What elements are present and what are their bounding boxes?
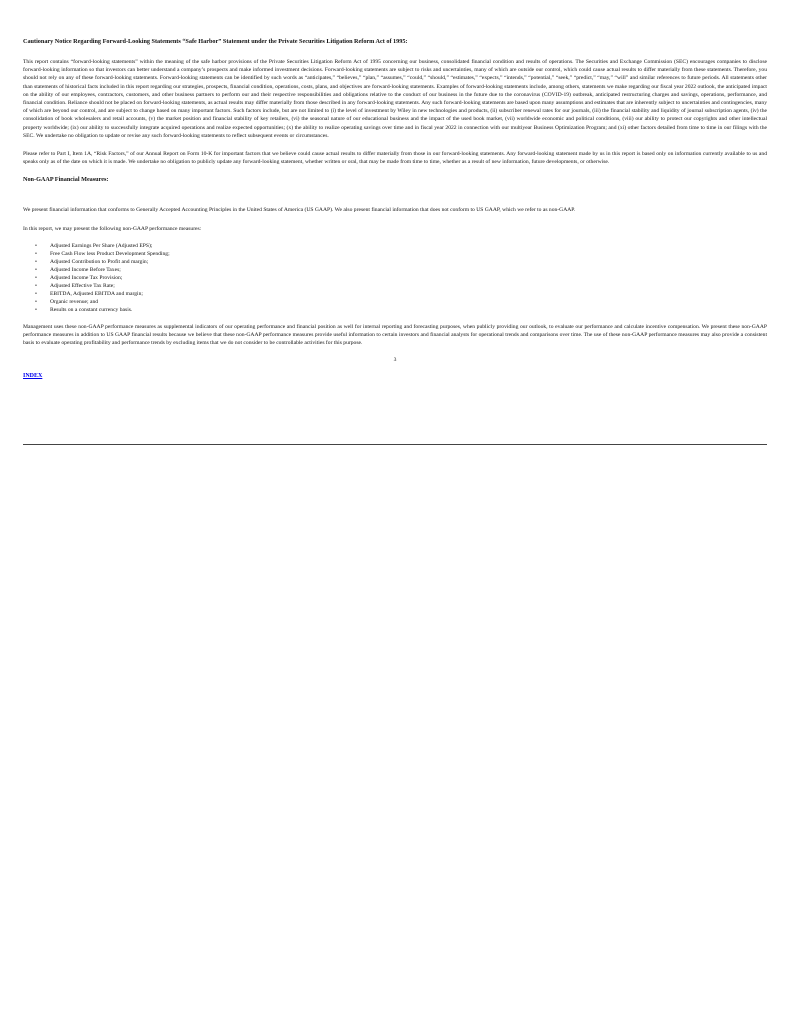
measure-label: Adjusted Earnings Per Share (Adjusted EPS); xyxy=(50,242,153,249)
measure-label: Adjusted Effective Tax Rate; xyxy=(50,282,115,289)
non-gaap-list-intro: In this report, we may present the following non-GAAP performance measures: xyxy=(23,225,202,232)
bullet-icon: • xyxy=(35,306,37,313)
safe-harbor-paragraph: This report contains “forward-looking statements” within the meaning of the safe harbor provisions of the Private Securities Litigation Reform Act of 1995 concerning our business, consolidated financial condition and results of operations. The Securities and Exchange Commission (SEC) encourages companies to disclose forward-looking information so that investors can better understand a company’s prospects and make informed investment decisions. Forward-looking statements are subject to risks and uncertainties, many of which are outside our control, which could cause actual results to differ materially from these statements. Therefore, you should not rely on any of these forward-looking statements. Forward-looking statements can be identified by such words as “anticipates,” “believes,” “plan,” “assumes,” “could,” “should,” “estimates,” “expects,” “intends,” “potential,” “seek,” “predict,” “may,” “will” and similar references to future periods. All statements other than statements of historical facts included in this report regarding our strategies, prospects, financial condition, operations, costs, plans, and objectives are forward-looking statements. Examples of forward-looking statements include, among others, statements we make regarding our fiscal year 2022 outlook, the anticipated impact on the ability of our employees, contractors, customers, and other business partners to perform our and their respective responsibilities and obligations relative to the conduct of our business in the future due to the coronavirus (COVID-19) outbreak, anticipated restructuring charges and savings, operations, performance, and financial condition. Reliance should not be placed on forward-looking statements, as actual results may differ materially from those described in any forward-looking statements. Any such forward-looking statements are based upon many assumptions and estimates that are inherently subject to uncertainties and contingencies, many of which are beyond our control, and are subject to change based on many important factors. Such factors include, but are not limited to (i) the level of investment by Wiley in new technologies and products, (ii) subscriber renewal rates for our journals, (iii) the financial stability and liquidity of journal subscription agents, (iv) the consolidation of book wholesalers and retail accounts, (v) the market position and financial stability of key retailers, (vi) the seasonal nature of our educational business and the impact of the used book market, (vii) worldwide economic and political conditions, (viii) our ability to protect our copyrights and other intellectual property worldwide; (ix) our ability to successfully integrate acquired operations and realize expected opportunities; (x) the ability to realize operating savings over time and in fiscal year 2022 in connection with our multiyear Business Optimization Program; and (xi) other factors detailed from time to time in our filings with the SEC. We undertake no obligation to update or revise any such forward-looking statements to reflect subsequent events or circumstances. xyxy=(23,59,767,139)
document-page xyxy=(23,38,767,382)
bullet-icon: • xyxy=(35,290,37,297)
measure-label: Organic revenue; and xyxy=(50,298,99,305)
non-gaap-heading: Non-GAAP Financial Measures: xyxy=(23,176,109,184)
index-link[interactable]: INDEX xyxy=(23,373,43,380)
measure-label: Free Cash Flow less Product Development Spending; xyxy=(50,250,170,257)
measure-label: EBITDA, Adjusted EBITDA and margin; xyxy=(50,290,143,297)
measure-label: Adjusted Contribution to Profit and margin; xyxy=(50,258,149,265)
footer-divider xyxy=(23,444,767,445)
bullet-icon: • xyxy=(35,266,37,273)
measure-label: Results on a constant currency basis. xyxy=(50,306,133,313)
list-item xyxy=(23,258,767,266)
non-gaap-intro-paragraph: We present financial information that conforms to Generally Accepted Accounting Principles in the United States of America (US GAAP). We also present financial information that does not conform to US GAAP, which we refer to as non-GAAP. xyxy=(23,207,576,214)
list-item xyxy=(23,290,767,298)
measure-label: Adjusted Income Tax Provision; xyxy=(50,274,123,281)
page-number: 3 xyxy=(393,357,397,364)
bullet-icon: • xyxy=(35,250,37,257)
list-item xyxy=(23,306,767,314)
list-item xyxy=(23,298,767,306)
management-use-paragraph: Management uses these non-GAAP performance measures as supplemental indicators of our operating performance and financial position as well for internal reporting and forecasting purposes, when publicly providing our outlook, to evaluate our performance and calculate incentive compensation. We present these non-GAAP performance measures in addition to US GAAP financial results because we believe that these non-GAAP performance measures provide useful information to certain investors and financial analysts for operational trends and comparisons over time. The use of these non-GAAP performance measures may also provide a consistent basis to evaluate operating profitability and performance trends by excluding items that we do not consider to be controllable activities for this purpose. xyxy=(23,323,767,347)
list-item xyxy=(23,274,767,282)
bullet-icon: • xyxy=(35,274,37,281)
safe-harbor-heading: Cautionary Notice Regarding Forward-Looking Statements “Safe Harbor” Statement under the Private Securities Litigation Reform Act of 1995: xyxy=(23,38,408,45)
non-gaap-measures-list xyxy=(23,242,767,314)
section-spacer xyxy=(23,196,767,206)
list-item xyxy=(23,250,767,258)
bullet-icon: • xyxy=(35,282,37,289)
list-item xyxy=(23,266,767,274)
bullet-icon: • xyxy=(35,258,37,265)
measure-label: Adjusted Income Before Taxes; xyxy=(50,266,121,273)
bullet-icon: • xyxy=(35,298,37,305)
bullet-icon: • xyxy=(35,242,37,249)
list-item xyxy=(23,282,767,290)
list-item xyxy=(23,242,767,250)
risk-factors-paragraph: Please refer to Part I, Item 1A, “Risk Factors,” of our Annual Report on Form 10-K for important factors that we believe could cause actual results to differ materially from those in our forward-looking statements. Any forward-looking statement made by us in this report is based only on information currently available to us and speaks only as of the date on which it is made. We undertake no obligation to publicly update any forward-looking statement, whether written or oral, that may be made from time to time, whether as a result of new information, future developments, or otherwise. xyxy=(23,151,767,166)
